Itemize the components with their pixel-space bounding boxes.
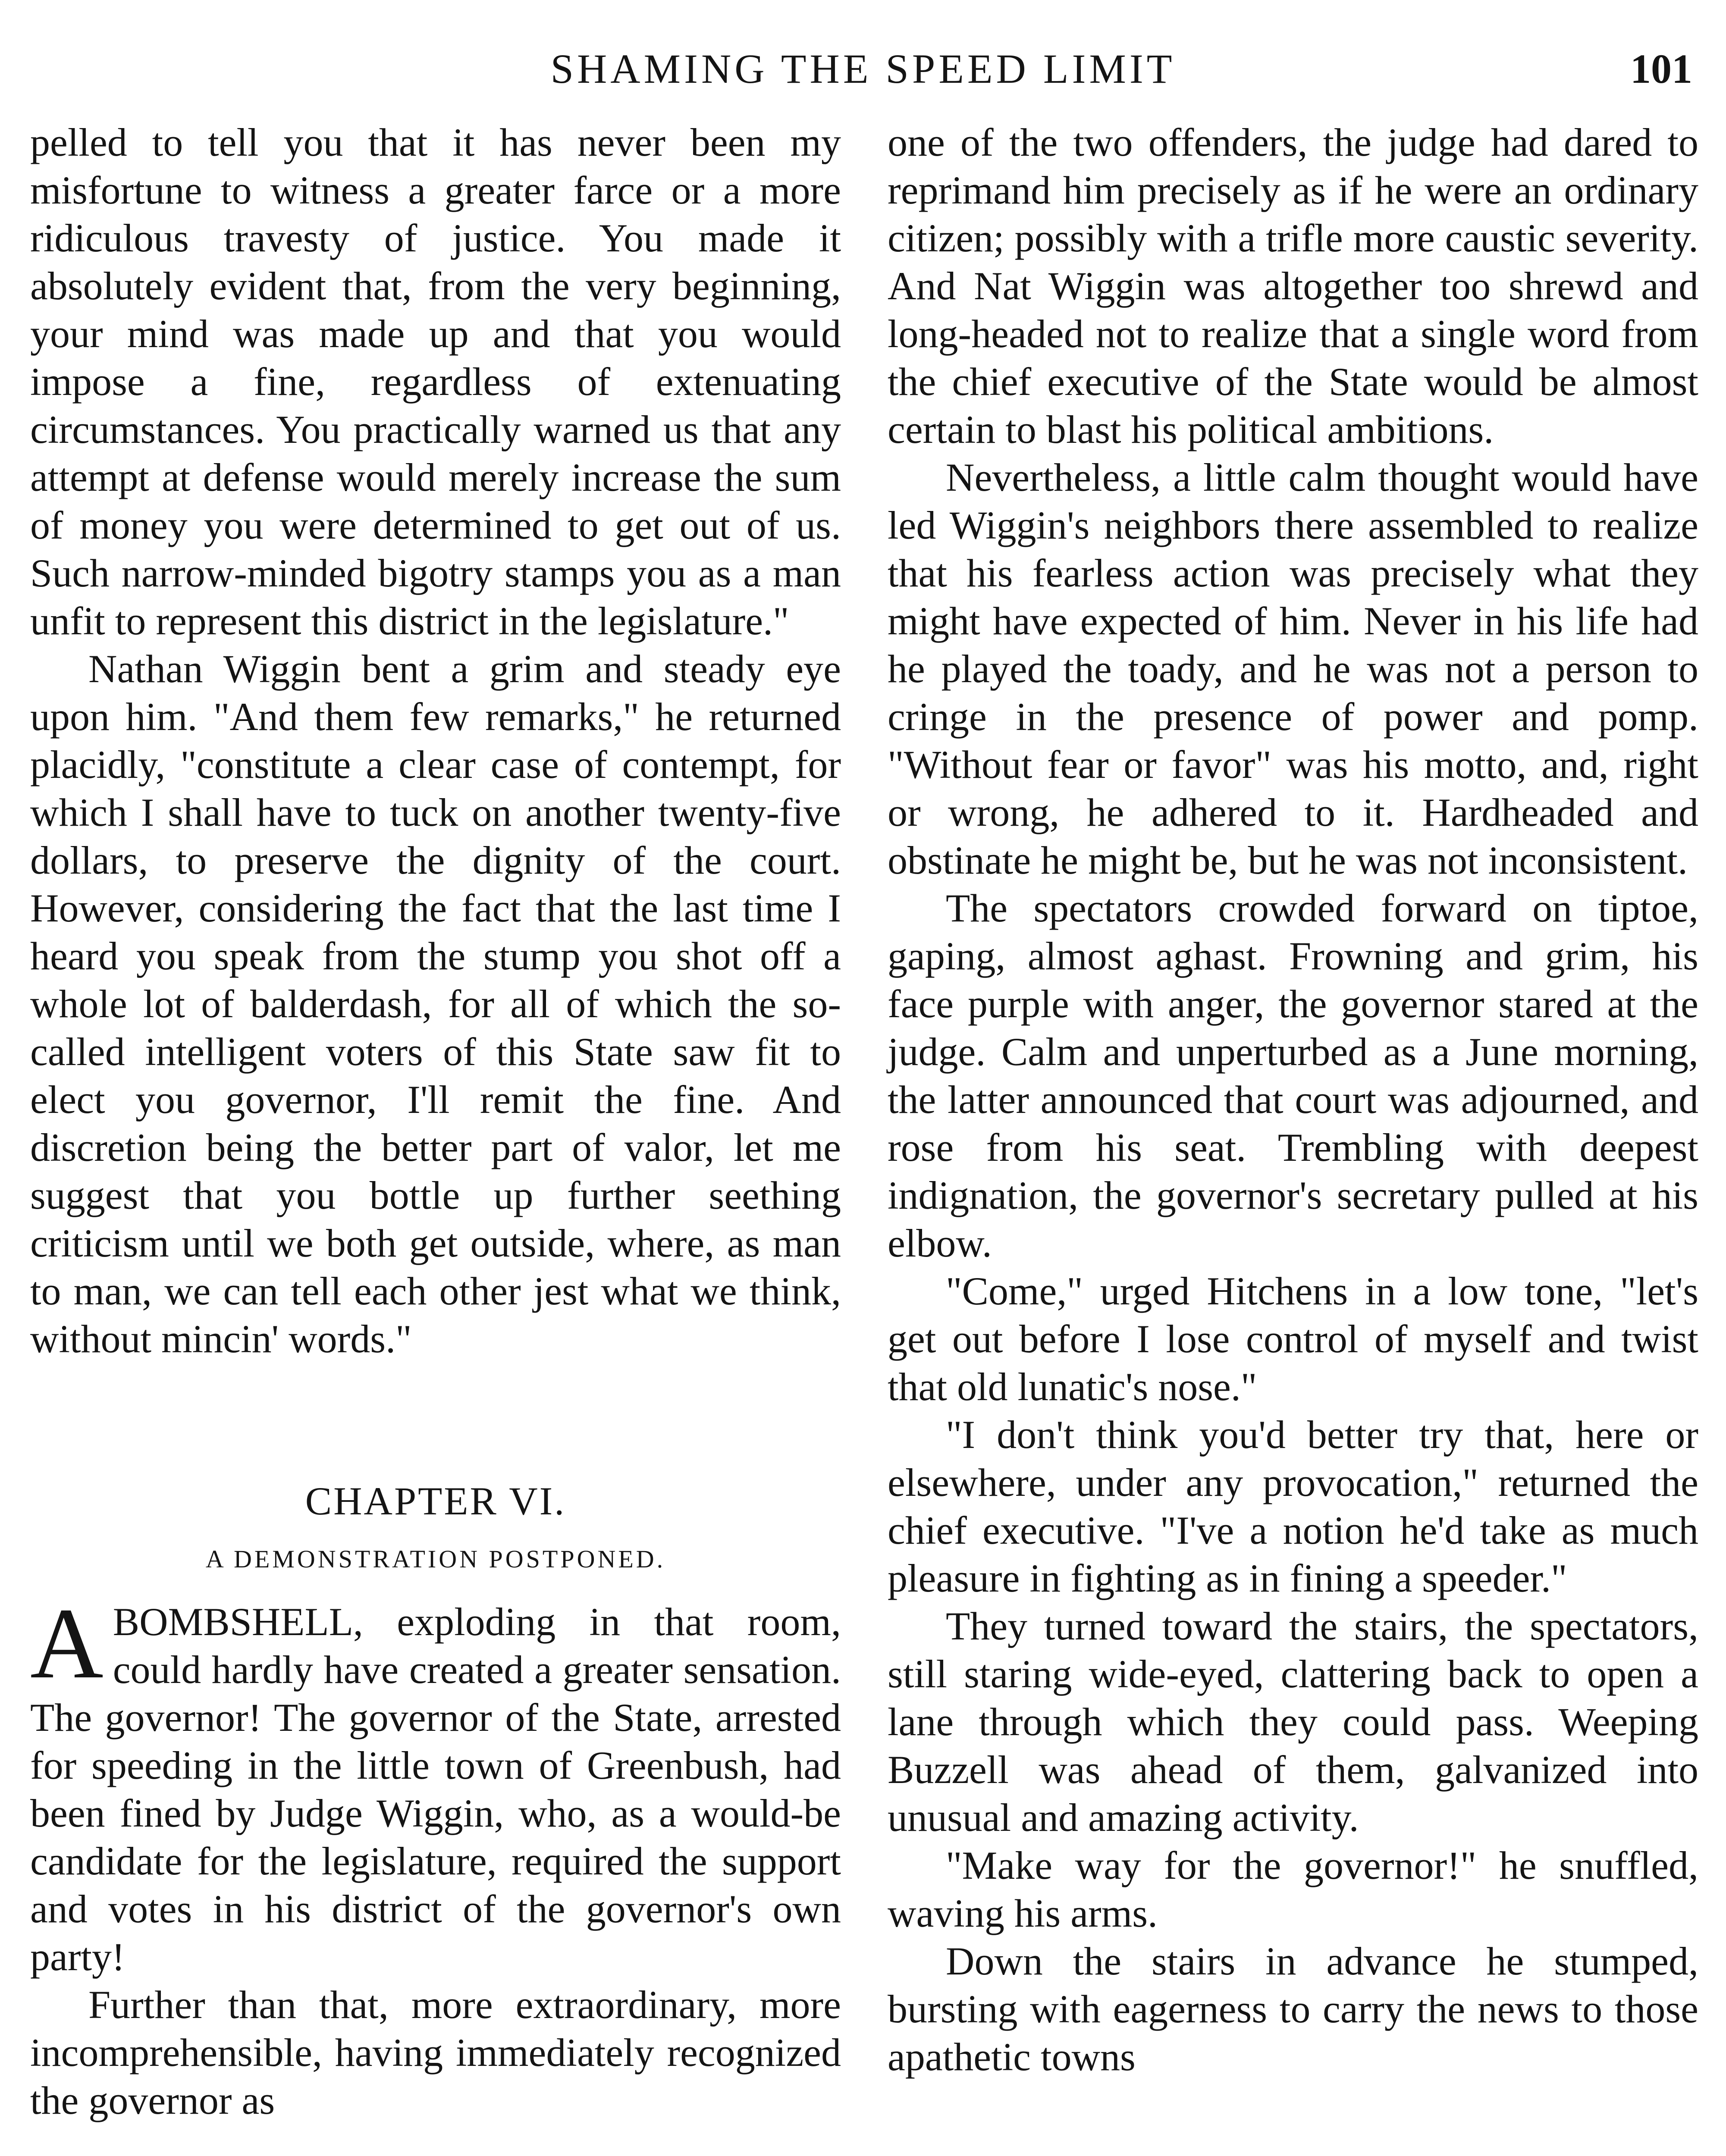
paragraph: Down the stairs in advance he stumped, bursting with eagerness to carry the news to those apathetic towns xyxy=(888,1939,1698,2079)
paragraph: pelled to tell you that it has never been my misfortune to witness a greater farce or a more ridiculous travesty of justice. You made it absolutely evident that, from the very beginning, your mind was made up and that you would impose a fine, regardless of extenuating circumstances. You practically warned us that any attempt at defense would merely increase the sum of money you were determined to get out of us. Such narrow-minded bigotry stamps you as a man unfit to represent this district in the legislature." xyxy=(30,120,841,643)
running-head xyxy=(0,41,1726,97)
chapter-opening-paragraph xyxy=(30,1587,841,1981)
chapter-title: CHAPTER VI. xyxy=(305,1479,566,1523)
paragraph: "I don't think you'd better try that, here or elsewhere, under any provocation," returned the chief executive. "I've a notion he'd take as much pleasure in fighting as in fining a speeder." xyxy=(888,1413,1698,1600)
paragraph: one of the two offenders, the judge had dared to reprimand him precisely as if he were an ordinary citizen; possibly with a trifle more caustic severity. And Nat Wiggin was altogether too shrewd and long-headed not to realize that a single word from the chief executive of the State would be almost certain to blast his political ambitions. xyxy=(888,120,1698,451)
left-column xyxy=(30,119,841,2125)
paragraph-text: BOMBSHELL, exploding in that room, could hardly have created a greater sensation. The governor! The governor of the State, arrested for speeding in the little town of Greenbush, had been fined by Judge Wiggin, who, as a would-be candidate for the legislature, required the support and votes in his district of the governor's own party! xyxy=(30,1600,841,1979)
running-title: SHAMING THE SPEED LIMIT xyxy=(550,46,1176,92)
drop-cap: A xyxy=(30,1587,104,1699)
right-column xyxy=(888,119,1698,2081)
page-number: 101 xyxy=(1630,46,1692,92)
paragraph: They turned toward the stairs, the spectators, still staring wide-eyed, clattering back to open a lane through which they could pass. Weeping Buzzell was ahead of them, galvanized into unusual and amazing activity. xyxy=(888,1604,1698,1839)
chapter-subtitle: A DEMONSTRATION POSTPONED. xyxy=(205,1545,666,1573)
paragraph: The spectators crowded forward on tiptoe, gaping, almost aghast. Frowning and grim, his face purple with anger, the governor stared at the judge. Calm and unperturbed as a June morning, the latter announced that court was adjourned, and rose from his seat. Trembling with deepest indignation, the governor's secretary pulled at his elbow. xyxy=(888,886,1698,1265)
paragraph: "Come," urged Hitchens in a low tone, "let's get out before I lose control of myself and twist that old lunatic's nose." xyxy=(888,1269,1698,1409)
paragraph: Nathan Wiggin bent a grim and steady eye upon him. "And them few remarks," he returned placidly, "constitute a clear case of contempt, for which I shall have to tuck on another twenty-five dollars, to preserve the dignity of the court. However, considering the fact that the last time I heard you speak from the stump you shot off a whole lot of balderdash, for all of which the so-called intelligent voters of this State saw fit to elect you governor, I'll remit the fine. And discretion being the better part of valor, let me suggest that you bottle up further seething criticism until we both get outside, where, as man to man, we can tell each other jest what we think, without mincin' words." xyxy=(30,647,841,1361)
paragraph: Further than that, more extraordinary, more incomprehensible, having immediately recognized the governor as xyxy=(30,1983,841,2122)
paragraph: Nevertheless, a little calm thought would have led Wiggin's neighbors there assembled to realize that his fearless action was precisely what they might have expected of him. Never in his life had he played the toady, and he was not a person to cringe in the presence of power and pomp. "Without fear or favor" was his motto, and, right or wrong, he adhered to it. Hardheaded and obstinate he might be, but he was not inconsistent. xyxy=(888,455,1698,882)
paragraph: "Make way for the governor!" he snuffled, waving his arms. xyxy=(888,1843,1698,1935)
